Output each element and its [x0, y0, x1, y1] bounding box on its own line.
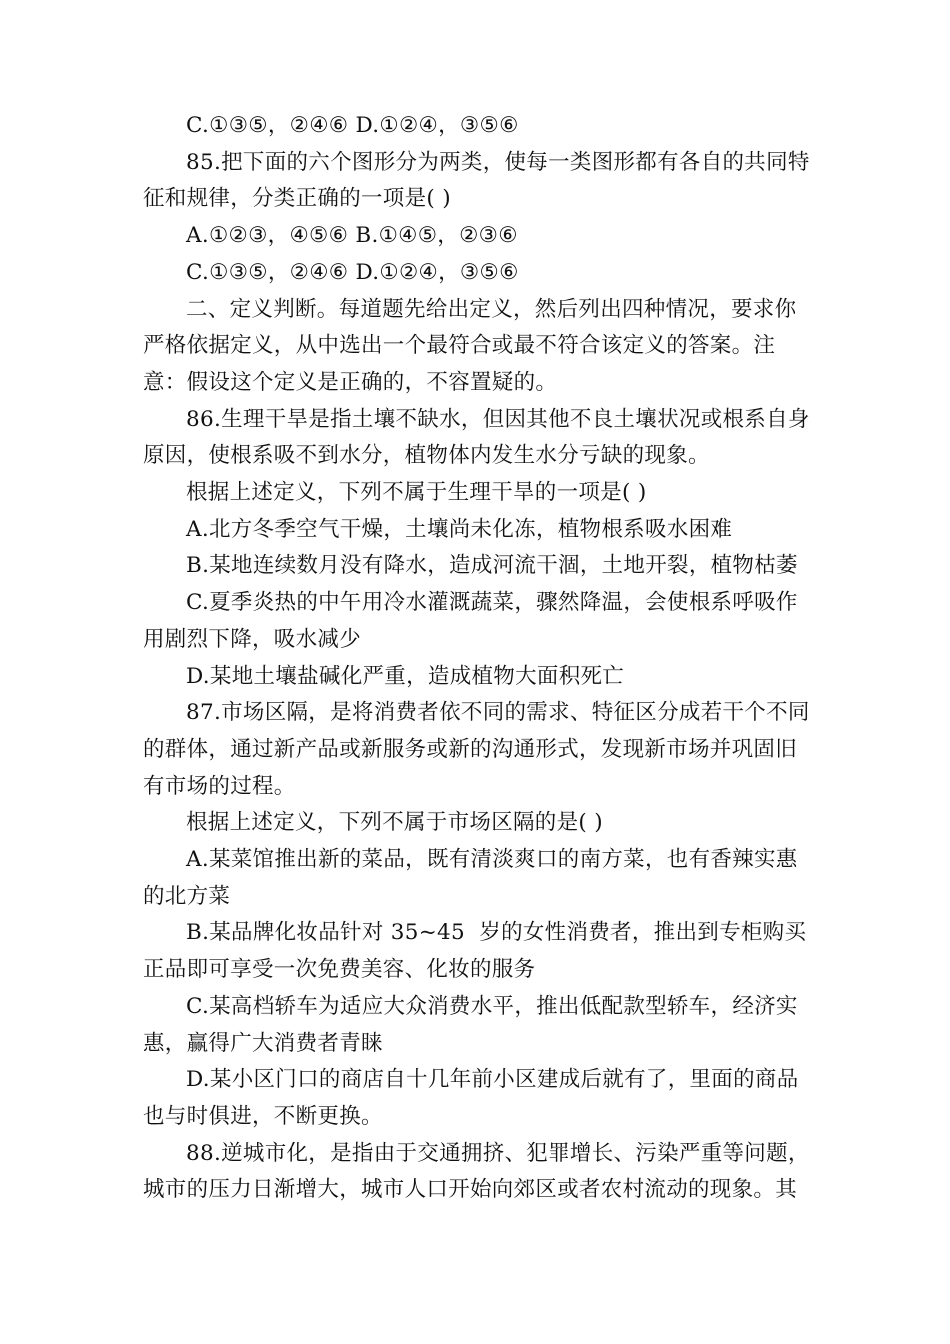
paragraph-option-b-86: B.某地连续数月没有降水，造成河流干涸，土地开裂，植物枯萎 — [186, 553, 798, 579]
paragraph-option-b-87: B.某品牌化妆品针对 35~45 岁的女性消费者，推出到专柜购买正品即可享受一次免费美容、化妆的服务 — [143, 920, 807, 983]
paragraph-section-definition: 二、定义判断。每道题先给出定义，然后列出四种情况，要求你严格依据定义，从中选出一个最符合或最不符合该定义的答案。注意：假设这个定义是正确的，不容置疑的。 — [143, 296, 797, 395]
paragraph-option-c-87: C.某高档轿车为适应大众消费水平，推出低配款型轿车，经济实惠，赢得广大消费者青睐 — [143, 993, 798, 1056]
paragraph-options-c-d-84: C.①③⑤，②④⑥ D.①②④，③⑤⑥ — [186, 113, 519, 138]
paragraph-prompt-87: 根据上述定义，下列不属于市场区隔的是( ) — [186, 810, 603, 836]
paragraph-option-c-86: C.夏季炎热的中午用冷水灌溉蔬菜，骤然降温，会使根系呼吸作用剧烈下降，吸水减少 — [143, 590, 798, 652]
paragraph-question-86: 86.生理干旱是指土壤不缺水，但因其他不良土壤状况或根系自身原因，使根系吸不到水分，植物体内发生水分亏缺的现象。 — [143, 406, 810, 469]
paragraph-question-85: 85.把下面的六个图形分为两类，使每一类图形都有各自的共同特征和规律，分类正确的一项是( ) — [143, 149, 810, 212]
paragraph-option-a-87: A.某菜馆推出新的菜品，既有清淡爽口的南方菜，也有香辣实惠的北方菜 — [143, 847, 798, 909]
paragraph-question-87: 87.市场区隔，是将消费者依不同的需求、特征区分成若干个不同的群体，通过新产品或新服务或新的沟通形式，发现新市场并巩固旧有市场的过程。 — [143, 700, 810, 799]
paragraph-options-c-d-85: C.①③⑤，②④⑥ D.①②④，③⑤⑥ — [186, 259, 519, 285]
document-body — [143, 108, 815, 1209]
paragraph-option-a-86: A.北方冬季空气干燥，土壤尚未化冻，植物根系吸水困难 — [186, 516, 733, 542]
paragraph-options-a-b-85: A.①②③，④⑤⑥ B.①④⑤，②③⑥ — [186, 223, 518, 249]
paragraph-question-88: 88.逆城市化，是指由于交通拥挤、犯罪增长、污染严重等问题，城市的压力日渐增大，城市人口开始向郊区或者农村流动的现象。其 — [143, 1140, 810, 1203]
paragraph-option-d-87: D.某小区门口的商店自十几年前小区建成后就有了，里面的商品也与时俱进，不断更换。 — [143, 1067, 799, 1129]
paragraph-option-d-86: D.某地土壤盐碱化严重，造成植物大面积死亡 — [186, 663, 625, 689]
paragraph-prompt-86: 根据上述定义，下列不属于生理干旱的一项是( ) — [186, 480, 647, 506]
